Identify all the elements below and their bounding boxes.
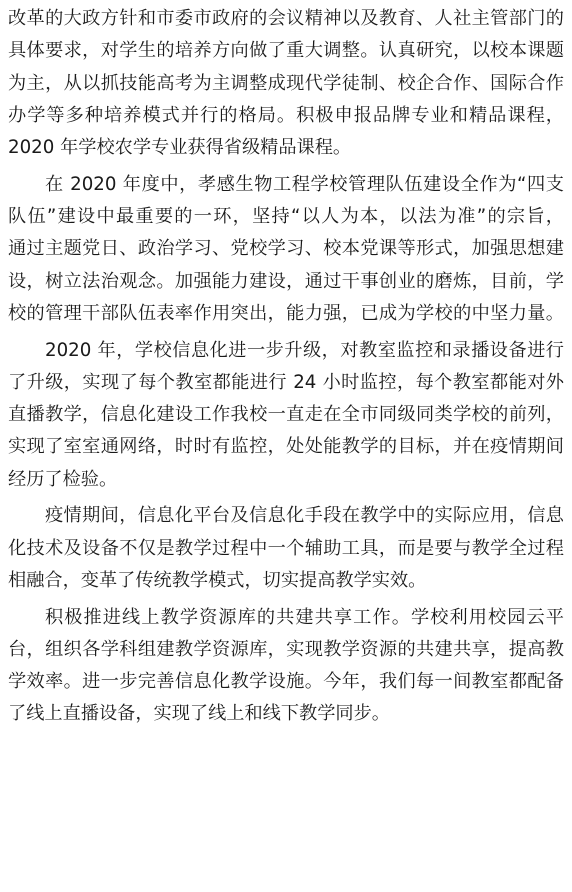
paragraph-management-team — [8, 169, 564, 330]
text-line: 在 2020 年度中，孝感生物工程学校管理队伍建设全作为“四支 — [45, 173, 564, 195]
text-line: 具体要求，对学生的培养方向做了重大调整。认真研究，以校本课题 — [8, 40, 564, 62]
text-line: 积极推进线上教学资源库的共建共享工作。学校利用校园云平 — [45, 606, 564, 628]
text-line: 台，组织各学科组建教学资源库，实现教学资源的共建共享，提高教 — [8, 638, 564, 660]
paragraph-curriculum-reform — [8, 3, 564, 164]
text-line: 通过主题党日、政治学习、党校学习、校本党课等形式，加强思想建 — [8, 238, 564, 260]
text-line: 经历了检验。 — [8, 468, 118, 490]
text-line: 实现了室室通网络，时时有监控，处处能教学的目标，并在疫情期间 — [8, 436, 564, 458]
text-line: 了升级，实现了每个教室都能进行 24 小时监控，每个教室都能对外 — [8, 371, 564, 393]
text-line: 化技术及设备不仅是教学过程中一个辅助工具，而是要与教学全过程 — [8, 537, 564, 559]
text-line: 队伍”建设中最重要的一环，坚持“以人为本，以法为准”的宗旨， — [8, 206, 564, 228]
text-line: 学效率。进一步完善信息化教学设施。今年，我们每一间教室都配备 — [8, 671, 564, 693]
text-line: 2020 年，学校信息化进一步升级，对教室监控和录播设备进行 — [45, 339, 564, 361]
text-line: 校的管理干部队伍表率作用突出，能力强，已成为学校的中坚力量。 — [8, 302, 564, 324]
text-line: 相融合，变革了传统教学模式，切实提高教学实效。 — [8, 569, 427, 591]
text-line: 疫情期间，信息化平台及信息化手段在教学中的实际应用，信息 — [45, 505, 564, 527]
text-line: 办学等多种培养模式并行的格局。积极申报品牌专业和精品课程， — [8, 104, 564, 126]
text-line: 设，树立法治观念。加强能力建设，通过干事创业的磨炼，目前，学 — [8, 270, 564, 292]
text-line: 改革的大政方针和市委市政府的会议精神以及教育、人社主管部门的 — [8, 8, 564, 29]
text-line: 了线上直播设备，实现了线上和线下教学同步。 — [8, 703, 390, 725]
text-line: 直播教学，信息化建设工作我校一直走在全市同级同类学校的前列， — [8, 404, 564, 426]
paragraph-epidemic-teaching — [8, 500, 564, 597]
paragraph-resource-library — [8, 602, 564, 731]
document-body — [8, 3, 564, 735]
paragraph-informatization-upgrade — [8, 335, 564, 496]
text-line: 为主，从以抓技能高考为主调整成现代学徒制、校企合作、国际合作 — [8, 72, 564, 94]
text-line: 2020 年学校农学专业获得省级精品课程。 — [8, 137, 352, 159]
